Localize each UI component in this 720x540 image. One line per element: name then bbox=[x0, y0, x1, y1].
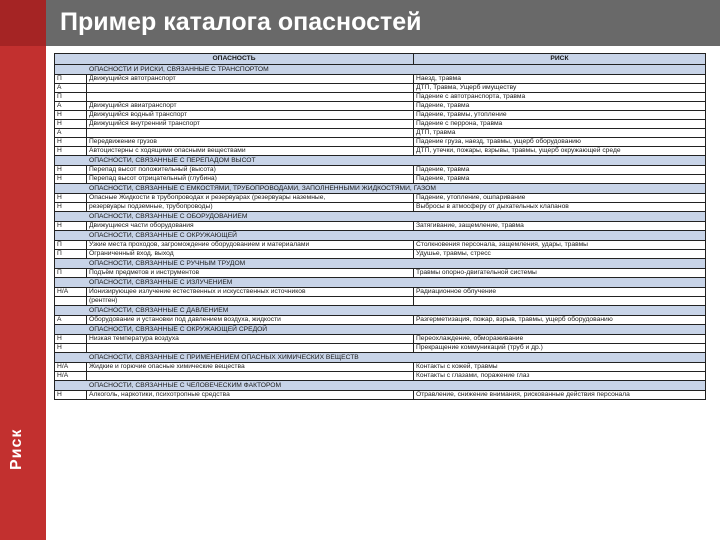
section-title: ОПАСНОСТИ, СВЯЗАННЫЕ С ПРИМЕНЕНИЕМ ОПАСНЫХ ХИМИЧЕСКИХ ВЕЩЕСТВ bbox=[55, 353, 706, 363]
table-row bbox=[55, 372, 706, 381]
section-header-row bbox=[55, 278, 706, 288]
header-risk: РИСК bbox=[414, 54, 706, 65]
table-row bbox=[55, 203, 706, 212]
risk-cell: Затягивание, защемление, травма bbox=[414, 222, 706, 231]
hazard-catalog-table bbox=[54, 53, 706, 400]
section-title: ОПАСНОСТИ, СВЯЗАННЫЕ С ПЕРЕПАДОМ ВЫСОТ bbox=[55, 156, 706, 166]
hazard-type-cell: Н bbox=[55, 335, 87, 344]
hazard-cell bbox=[87, 129, 414, 138]
risk-cell: Контакты с глазами, поражение глаз bbox=[414, 372, 706, 381]
hazard-type-cell: П bbox=[55, 75, 87, 84]
hazard-type-cell: А bbox=[55, 102, 87, 111]
risk-cell bbox=[414, 297, 706, 306]
risk-cell: Переохлаждение, обмораживание bbox=[414, 335, 706, 344]
section-header-row bbox=[55, 184, 706, 194]
hazard-cell: Узкие места проходов, загромождение оборудованием и материалами bbox=[87, 241, 414, 250]
corner-accent-block bbox=[0, 0, 46, 46]
hazard-cell: Подъём предметов и инструментов bbox=[87, 269, 414, 278]
section-title: ОПАСНОСТИ, СВЯЗАННЫЕ С РУЧНЫМ ТРУДОМ bbox=[55, 259, 706, 269]
section-title: ОПАСНОСТИ, СВЯЗАННЫЕ С ДАВЛЕНИЕМ bbox=[55, 306, 706, 316]
hazard-cell: Алкоголь, наркотики, психотропные средства bbox=[87, 391, 414, 400]
hazard-type-cell: Н/А bbox=[55, 288, 87, 297]
table-row bbox=[55, 344, 706, 353]
table-row bbox=[55, 297, 706, 306]
risk-cell: Падение груза, наезд, травмы, ущерб оборудованию bbox=[414, 138, 706, 147]
hazard-type-cell: Н/А bbox=[55, 372, 87, 381]
risk-cell: Радиационное облучение bbox=[414, 288, 706, 297]
table-row bbox=[55, 363, 706, 372]
section-title: ОПАСНОСТИ, СВЯЗАННЫЕ С ОБОРУДОВАНИЕМ bbox=[55, 212, 706, 222]
risk-cell: Столкновения персонала, защемления, удары, травмы bbox=[414, 241, 706, 250]
hazard-type-cell: Н bbox=[55, 138, 87, 147]
table-row bbox=[55, 250, 706, 259]
risk-cell: Контакты с кожей, травмы bbox=[414, 363, 706, 372]
table-row bbox=[55, 102, 706, 111]
table-row bbox=[55, 166, 706, 175]
table-header-row bbox=[55, 54, 706, 65]
risk-cell: Удушье, травмы, стресс bbox=[414, 250, 706, 259]
section-title: ОПАСНОСТИ, СВЯЗАННЫЕ С ОКРУЖАЮЩЕЙ bbox=[55, 231, 706, 241]
table-row bbox=[55, 147, 706, 156]
section-title: ОПАСНОСТИ, СВЯЗАННЫЕ С ИЗЛУЧЕНИЕМ bbox=[55, 278, 706, 288]
risk-cell: Падение, утопление, ошпаривание bbox=[414, 194, 706, 203]
table-body bbox=[55, 65, 706, 400]
section-header-row bbox=[55, 212, 706, 222]
section-header-row bbox=[55, 231, 706, 241]
left-accent-bar bbox=[0, 0, 46, 540]
table-row bbox=[55, 222, 706, 231]
hazard-cell bbox=[87, 93, 414, 102]
section-header-row bbox=[55, 353, 706, 363]
table-row bbox=[55, 93, 706, 102]
risk-cell: Выбросы в атмосферу от дыхательных клапанов bbox=[414, 203, 706, 212]
hazard-type-cell: Н bbox=[55, 194, 87, 203]
hazard-cell: Оборудование и установки под давлением воздуха, жидкости bbox=[87, 316, 414, 325]
hazard-cell: Ионизирующее излучение естественных и искусственных источников bbox=[87, 288, 414, 297]
risk-cell: Отравление, снижение внимания, рискованные действия персонала bbox=[414, 391, 706, 400]
risk-cell: ДТП, утечки, пожары, взрывы, травмы, ущерб окружающей среде bbox=[414, 147, 706, 156]
risk-cell: Прекращение коммуникаций (труб и др.) bbox=[414, 344, 706, 353]
hazard-cell: (рентген) bbox=[87, 297, 414, 306]
hazard-cell bbox=[87, 84, 414, 93]
hazard-type-cell: П bbox=[55, 269, 87, 278]
table-row bbox=[55, 120, 706, 129]
hazard-type-cell: А bbox=[55, 84, 87, 93]
risk-cell: Падение с перрона, травма bbox=[414, 120, 706, 129]
table-row bbox=[55, 241, 706, 250]
table-row bbox=[55, 391, 706, 400]
table-row bbox=[55, 335, 706, 344]
table-row bbox=[55, 111, 706, 120]
hazard-type-cell: А bbox=[55, 316, 87, 325]
header-hazard: ОПАСНОСТЬ bbox=[55, 54, 414, 65]
hazard-type-cell: Н bbox=[55, 391, 87, 400]
hazard-cell: Движущийся водный транспорт bbox=[87, 111, 414, 120]
hazard-type-cell: Н bbox=[55, 203, 87, 212]
section-title: ОПАСНОСТИ, СВЯЗАННЫЕ С ОКРУЖАЮЩЕЙ СРЕДОЙ bbox=[55, 325, 706, 335]
hazard-cell bbox=[87, 344, 414, 353]
table-row bbox=[55, 75, 706, 84]
risk-cell: Падение, травма bbox=[414, 166, 706, 175]
hazard-cell: Опасные Жидкости в трубопроводах и резервуарах (резервуары наземные, bbox=[87, 194, 414, 203]
section-header-row bbox=[55, 156, 706, 166]
page-title: Пример каталога опасностей bbox=[60, 8, 422, 36]
risk-cell: Падение, травма bbox=[414, 175, 706, 184]
hazard-type-cell: Н bbox=[55, 147, 87, 156]
table-row bbox=[55, 138, 706, 147]
risk-cell: Падение, травма bbox=[414, 102, 706, 111]
hazard-type-cell: Н bbox=[55, 111, 87, 120]
hazard-type-cell: П bbox=[55, 250, 87, 259]
risk-cell: Падение с автотранспорта, травма bbox=[414, 93, 706, 102]
risk-cell: ДТП, Травма, Ущерб имуществу bbox=[414, 84, 706, 93]
section-header-row bbox=[55, 259, 706, 269]
section-title: ОПАСНОСТИ И РИСКИ, СВЯЗАННЫЕ С ТРАНСПОРТОМ bbox=[55, 65, 706, 75]
hazard-cell: Перепад высот положительный (высота) bbox=[87, 166, 414, 175]
hazard-type-cell: Н bbox=[55, 175, 87, 184]
hazard-type-cell: П bbox=[55, 93, 87, 102]
section-header-row bbox=[55, 381, 706, 391]
hazard-cell: Движущийся внутренний транспорт bbox=[87, 120, 414, 129]
hazard-cell: Движущийся авиатранспорт bbox=[87, 102, 414, 111]
risk-cell: Падение, травмы, утопление bbox=[414, 111, 706, 120]
section-header-row bbox=[55, 65, 706, 75]
hazard-type-cell: Н/А bbox=[55, 363, 87, 372]
table-row bbox=[55, 269, 706, 278]
table-row bbox=[55, 288, 706, 297]
table-row bbox=[55, 129, 706, 138]
hazard-type-cell bbox=[55, 297, 87, 306]
hazard-type-cell: Н bbox=[55, 222, 87, 231]
risk-cell: Наезд, травма bbox=[414, 75, 706, 84]
side-label: Риск bbox=[8, 428, 25, 470]
hazard-cell: Жидкие и горючие опасные химические вещества bbox=[87, 363, 414, 372]
section-title: ОПАСНОСТИ, СВЯЗАННЫЕ С ЕМКОСТЯМИ, ТРУБОПРОВОДАМИ, ЗАПОЛНЕННЫМИ ЖИДКОСТЯМИ, ГАЗОМ bbox=[55, 184, 706, 194]
hazard-type-cell: П bbox=[55, 241, 87, 250]
hazard-type-cell: А bbox=[55, 129, 87, 138]
risk-cell: ДТП, травма bbox=[414, 129, 706, 138]
hazard-cell: Ограниченный вход, выход bbox=[87, 250, 414, 259]
section-header-row bbox=[55, 306, 706, 316]
hazard-cell bbox=[87, 372, 414, 381]
table-row bbox=[55, 175, 706, 184]
hazard-cell: Низкая температура воздуха bbox=[87, 335, 414, 344]
hazard-catalog-table-wrap bbox=[54, 53, 705, 400]
hazard-cell: Движущийся автотранспорт bbox=[87, 75, 414, 84]
table-row bbox=[55, 84, 706, 93]
hazard-cell: резервуары подземные, трубопроводы) bbox=[87, 203, 414, 212]
hazard-cell: Перепад высот отрицательный (глубина) bbox=[87, 175, 414, 184]
section-title: ОПАСНОСТИ, СВЯЗАННЫЕ С ЧЕЛОВЕЧЕСКИМ ФАКТОРОМ bbox=[55, 381, 706, 391]
hazard-type-cell: Н bbox=[55, 166, 87, 175]
risk-cell: Разгерметизация, пожар, взрыв, травмы, ущерб оборудованию bbox=[414, 316, 706, 325]
section-header-row bbox=[55, 325, 706, 335]
hazard-type-cell: Н bbox=[55, 344, 87, 353]
table-row bbox=[55, 316, 706, 325]
hazard-type-cell: Н bbox=[55, 120, 87, 129]
risk-cell: Травмы опорно-двигательной системы bbox=[414, 269, 706, 278]
table-row bbox=[55, 194, 706, 203]
hazard-cell: Автоцистерны с ходящими опасными веществами bbox=[87, 147, 414, 156]
hazard-cell: Движущиеся части оборудования bbox=[87, 222, 414, 231]
hazard-cell: Передвижение грузов bbox=[87, 138, 414, 147]
